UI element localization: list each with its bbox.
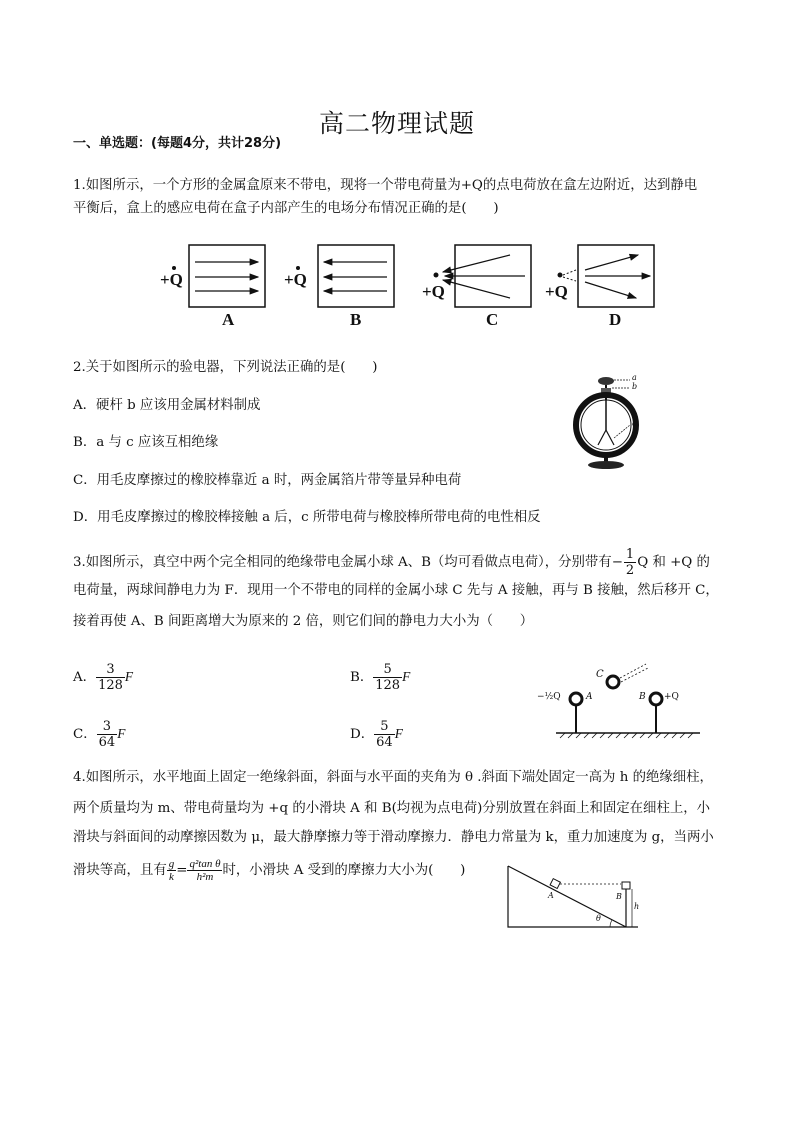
q1-option-c-label: C [486, 310, 499, 329]
q3-option-c-num: 3 [97, 719, 118, 735]
q3-option-c-letter: C． [73, 727, 97, 742]
q3-option-d [350, 719, 403, 750]
q4-g: g [168, 858, 175, 870]
q1-charge-label-b: +Q [284, 270, 307, 289]
q2-option-b: B．a 与 c 应该互相绝缘 [73, 435, 219, 450]
q3-option-d-fraction [374, 719, 395, 750]
q2-option-d: D．用毛皮摩擦过的橡胶棒接触 a 后，c 所带电荷与橡胶棒所带电荷的电性相反 [73, 510, 541, 525]
q3-option-d-num: 5 [374, 719, 395, 735]
q1-option-b-label: B [350, 310, 362, 329]
q4-ratio-numerator: q²tan θ [189, 858, 221, 870]
q3-option-d-den: 64 [376, 735, 393, 750]
q2-option-a: A．硬杆 b 应该用金属材料制成 [73, 398, 261, 413]
q1-text-line1: 1.如图所示，一个方形的金属盒原来不带电，现将一个带电荷量为+Q的点电荷放在盒左边附近，达到静电 [73, 178, 698, 193]
q4-k: k [169, 871, 174, 883]
q4-text-line4-a: 滑块等高，且有 [73, 863, 167, 878]
q3-option-b-fraction [373, 662, 402, 693]
q3-half-denominator: 2 [625, 563, 635, 578]
q3-option-d-letter: D． [350, 727, 375, 742]
q4-fig-label-theta: θ [596, 914, 601, 923]
q4-ratio-denominator: h²m [196, 871, 214, 883]
q1-option-d-label: D [609, 310, 622, 329]
q1-charge-label-d: +Q [545, 282, 568, 301]
q4-text-line3: 滑块与斜面间的动摩擦因数为 μ，最大静摩擦力等于滑动摩擦力．静电力常量为 k，重力加速度为 g，当两小 [73, 830, 714, 845]
q3-option-c-fraction [97, 719, 118, 750]
q3-half-fraction [624, 547, 636, 578]
q1-charge-label-a: +Q [160, 270, 183, 289]
q3-option-a-den: 128 [98, 678, 123, 693]
q3-option-b [350, 662, 410, 693]
q3-option-a-fraction [96, 662, 125, 693]
q1-option-a-label: A [222, 310, 235, 329]
q3-minus-sign: − [611, 555, 623, 570]
q2-stem: 2.关于如图所示的验电器，下列说法正确的是( ) [73, 360, 378, 375]
section-heading: 一、单选题：(每题4分，共计28分) [73, 136, 282, 151]
q3-option-c-unit: F [117, 726, 126, 741]
q4-text-line2: 两个质量均为 m、带电荷量均为 +q 的小滑块 A 和 B(均视为点电荷)分别放置在斜面上和固定在细柱上，小 [73, 801, 710, 816]
q3-option-b-unit: F [402, 669, 411, 684]
q2-fig-label-a: a [632, 373, 637, 382]
q4-incline-figure [0, 0, 1, 1]
q4-ratio-fraction [187, 858, 222, 883]
q4-fig-label-h: h [634, 902, 640, 911]
q4-text-line1: 4.如图所示，水平地面上固定一绝缘斜面，斜面与水平面的夹角为 θ .斜面下端处固定一高为 h 的绝缘细柱， [73, 770, 713, 785]
q2-fig-label-b: b [632, 382, 638, 391]
q3-text-line1-a: 3.如图所示，真空中两个完全相同的绝缘带电金属小球 A、B（均可看做点电荷），分别带有 [73, 555, 612, 570]
q3-fig-label-b: B [639, 692, 646, 702]
q4-g-over-k [167, 858, 177, 883]
q3-option-a-num: 3 [96, 662, 125, 678]
q3-text-line3: 接着再使 A、B 间距离增大为原来的 2 倍，则它们间的静电力大小为（ ） [73, 614, 534, 629]
q3-fig-charge-b: +Q [664, 692, 679, 702]
q3-text-line1 [73, 547, 710, 578]
q3-fig-charge-a: −½Q [537, 692, 561, 702]
q3-option-a [73, 662, 133, 693]
q3-text-line2: 电荷量，两球间静电力为 F．现用一个不带电的同样的金属小球 C 先与 A 接触，再与 B 接触，然后移开 C， [73, 583, 719, 598]
q1-text-line2: 平衡后，盒上的感应电荷在盒子内部产生的电场分布情况正确的是( ) [73, 201, 499, 216]
q1-charge-label-c: +Q [422, 282, 445, 301]
q3-option-b-num: 5 [373, 662, 402, 678]
q3-half-numerator: 1 [625, 547, 635, 562]
q3-text-line1-b: Q 和 +Q 的 [637, 555, 710, 570]
q3-option-a-unit: F [124, 669, 134, 684]
q3-option-b-letter: B． [350, 670, 374, 685]
q4-fig-label-a: A [548, 891, 554, 900]
q2-option-c: C．用毛皮摩擦过的橡胶棒靠近 a 时，两金属箔片带等量异种电荷 [73, 473, 462, 488]
q3-option-c [73, 719, 125, 750]
q3-option-d-unit: F [394, 726, 403, 741]
q3-option-c-den: 64 [98, 735, 116, 750]
q3-fig-label-a: A [586, 692, 593, 702]
q4-fig-label-b: B [616, 892, 622, 901]
q3-fig-label-c: C [596, 669, 604, 680]
page-title: 高二物理试题 [318, 109, 475, 138]
q4-text-line4-b: 时，小滑块 A 受到的摩擦力大小为( ) [222, 863, 466, 878]
q2-fig-label-c: c [632, 419, 637, 428]
q4-equals: = [176, 863, 188, 878]
q4-text-line4 [73, 858, 465, 883]
q3-option-a-letter: A． [73, 670, 97, 685]
q3-option-b-den: 128 [375, 678, 401, 693]
